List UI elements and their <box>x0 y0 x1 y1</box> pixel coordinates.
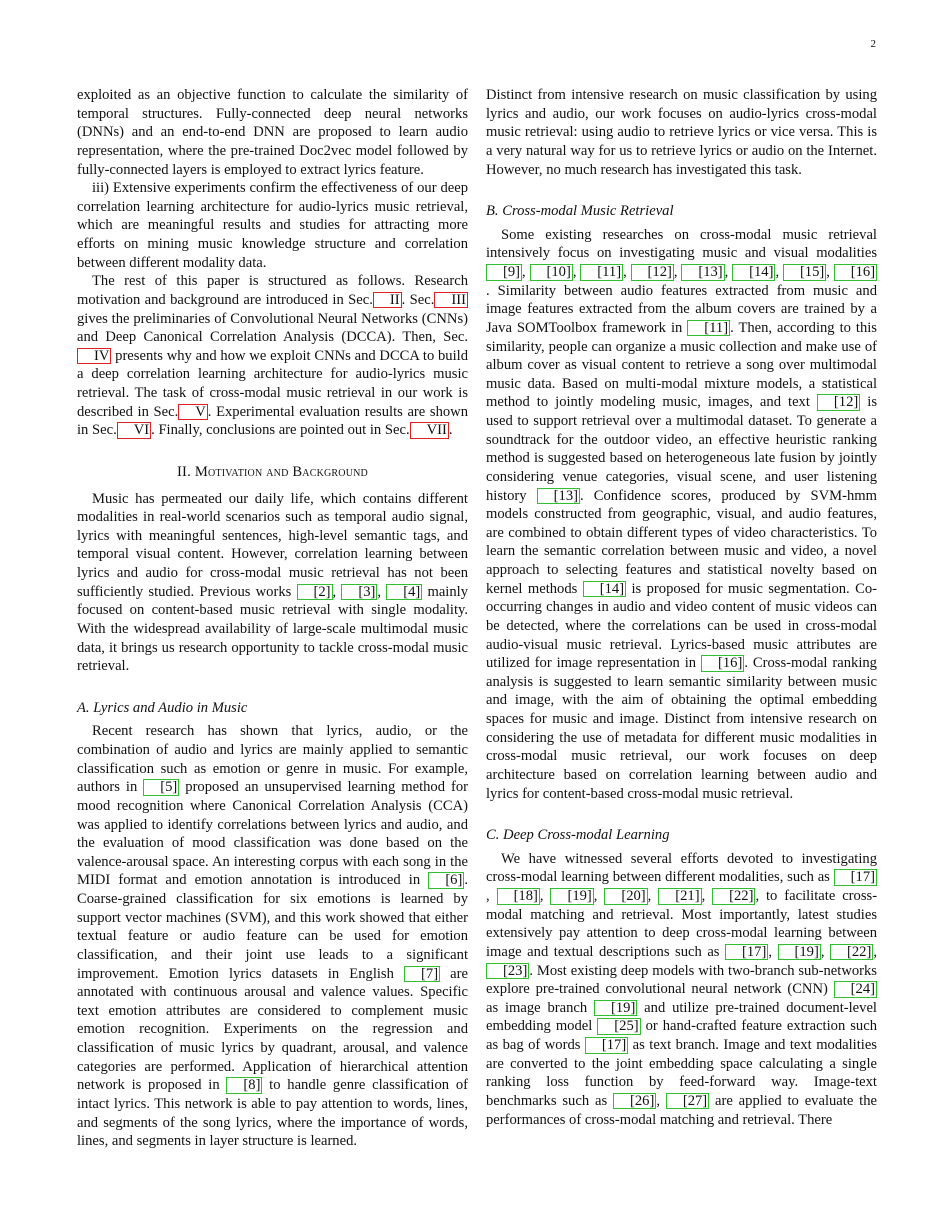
citation-link[interactable]: [15] <box>783 264 826 281</box>
paragraph: The rest of this paper is structured as follows. Research motivation and background are introduced in Sec. II . Sec. III gives the preliminaries of Convolutional Neural Networks (CNNs) and Deep Canonical Correlation Analysis (DCCA). Then, Sec.IV presents why and how we exploit CNNs and DCCA to build a deep correlation learning architecture for audio-lyrics music retrieval. The task of cross-modal music retrieval in our work is described in Sec. V . Experimental evaluation results are shown in Sec. VI . Finally, conclusions are pointed out in Sec. VII . <box>77 273 468 439</box>
subsection-heading: B. Cross-modal Music Retrieval <box>486 203 674 220</box>
section-link[interactable]: IV <box>77 348 111 365</box>
citation-link[interactable]: [13] <box>681 264 724 281</box>
citation-link[interactable]: [18] <box>497 888 540 905</box>
citation-link[interactable]: [10] <box>530 264 573 281</box>
citation-link[interactable]: [24] <box>834 981 877 998</box>
citation-link[interactable]: [22] <box>830 944 873 961</box>
paragraph: Recent research has shown that lyrics, audio, or the combination of audio and lyrics are mainly applied to semantic classification such as emotion or genre in music. For example, authors in [5] proposed an unsupervised learning method for mood recognition where Canonical Correlation Analysis (CCA) was applied to identify correlations between lyrics and audio, and the evaluation of mood classification was done based on the valence-arousal space. An interesting corpus with each song in the MIDI format and emotion annotation is introduced in [6] . Coarse-grained classification for six emotions is learned by support vector machines (SVM), and this work showed that either textual feature or audio feature can be used for emotion classification, and their joint use leads to a significant improvement. Emotion lyrics datasets in English [7] are annotated with continuous arousal and valence values. Specific text emotion attributes are considered to complement music emotion recognition. Experiments on the regression and classification of music lyrics by quadrant, arousal, and valence categories are performed. Application of hierarchical attention network is proposed in [8] to handle genre classification of intact lyrics. This network is able to pay attention to words, lines, and segments of the song lyrics, where the importance of words, lines, and segments in layer structure is learned. <box>77 723 468 1150</box>
citation-link[interactable]: [6] <box>428 872 464 889</box>
paragraph: Some existing researches on cross-modal music retrieval intensively focus on investigating music and visual modalities [9] , [10] , [11] , [12] , [13] , [14] , [15] , [16]. Similarity between audio features extracted from music and image features extracted from the album covers are trained by a Java SOMToolbox framework in [11] . Then, according to this similarity, people can organize a music collection and make use of album cover as visual content to retrieve a song over multimodal music data. Based on multi-modal mixture models, a statistical method to jointly modeling music, images, and text [12] is used to support retrieval over a multimodal dataset. To generate a soundtrack for the outdoor video, an effective heuristic ranking method is suggested based on heterogeneous late fusion by jointly considering venue categories, visual scene, and user listening history [13] . Confidence scores, produced by SVM-hmm models constructed from geographic, visual, and audio features, are combined to obtain different types of video characteristics. To learn the semantic correlation between music and video, a novel approach to selecting features and statistical novelty based on kernel methods [14] is proposed for music segmentation. Co-occurring changes in audio and video content of music videos can be detected, where the correlations can be used in cross-modal audio-visual music retrieval. Lyrics-based music attributes are utilized for image representation in [16] . Cross-modal ranking analysis is suggested to learn semantic similarity between music and image, with the aim of obtaining the optimal embedding spaces for music and image. Distinct from intensive research on considering the use of metadata for different music modalities in cross-modal music retrieval, our work focuses on deep architecture based on correlation learning between audio and lyrics for content-based cross-modal music retrieval. <box>486 226 878 802</box>
citation-link[interactable]: [23] <box>486 963 529 980</box>
section-link[interactable]: VII <box>410 422 449 439</box>
citation-link[interactable]: [11] <box>687 320 730 337</box>
citation-link[interactable]: [7] <box>404 966 440 983</box>
citation-link[interactable]: [16] <box>701 655 744 672</box>
citation-link[interactable]: [17] <box>585 1037 628 1054</box>
section-heading: II. Motivation and Background <box>177 463 368 480</box>
citation-link[interactable]: [27] <box>666 1093 709 1110</box>
citation-link[interactable]: [17] <box>725 944 768 961</box>
citation-link[interactable]: [19] <box>594 1000 637 1017</box>
citation-link[interactable]: [12] <box>631 264 674 281</box>
left-column <box>77 86 468 1151</box>
citation-link[interactable]: [5] <box>143 779 179 796</box>
right-column <box>486 86 877 1129</box>
citation-link[interactable]: [25] <box>597 1018 640 1035</box>
subsection-heading: C. Deep Cross-modal Learning <box>486 827 670 844</box>
paragraph: Distinct from intensive research on music classification by using lyrics and audio, our work focuses on audio-lyrics cross-modal music retrieval: using audio to retrieve lyrics or vice versa. This is a very natural way for us to retrieve lyrics or audio on the Internet. However, no much research has investigated this task. <box>486 87 877 178</box>
citation-link[interactable]: [26] <box>613 1093 656 1110</box>
citation-link[interactable]: [2] <box>297 584 333 601</box>
paragraph: iii) Extensive experiments confirm the effectiveness of our deep correlation learning architecture for audio-lyrics music retrieval, which are meaningful results and studies for attracting more efforts on mining music knowledge structure and correlation between different modality data. <box>77 180 468 271</box>
citation-link[interactable]: [9] <box>486 264 522 281</box>
section-link[interactable]: VI <box>117 422 151 439</box>
citation-link[interactable]: [19] <box>550 888 593 905</box>
section-link[interactable]: II <box>373 292 402 309</box>
paragraph: Music has permeated our daily life, which contains different modalities in real-world scenarios such as temporal audio signal, lyrics with meaningful sentences, high-level semantic tags, and temporal visual content. However, correlation learning between lyrics and audio for cross-modal music retrieval has not been sufficiently studied. Previous works [2] , [3] , [4] mainly focused on content-based music retrieval with single modality. With the widespread availability of large-scale multimodal music data, it brings us research opportunity to tackle cross-modal music retrieval. <box>77 490 468 675</box>
citation-link[interactable]: [16] <box>834 264 877 281</box>
citation-link[interactable]: [14] <box>583 581 626 598</box>
citation-link[interactable]: [4] <box>386 584 422 601</box>
section-link[interactable]: III <box>434 292 468 309</box>
citation-link[interactable]: [11] <box>580 264 623 281</box>
citation-link[interactable]: [14] <box>732 264 775 281</box>
page-number: 2 <box>870 38 876 50</box>
citation-link[interactable]: [17] <box>834 869 877 886</box>
citation-link[interactable]: [13] <box>537 488 580 505</box>
citation-link[interactable]: [22] <box>712 888 755 905</box>
paragraph: We have witnessed several efforts devoted to investigating cross-modal learning between different modalities, such as [17], [18] , [19] , [20] , [21] , [22] , to facilitate cross-modal matching and retrieval. Most importantly, latest studies extensively pay attention to deep cross-modal learning between image and textual descriptions such as [17] , [19] , [22] , [23] . Most existing deep models with two-branch sub-networks explore pre-trained convolutional neural network (CNN) [24] as image branch [19] and utilize pre-trained document-level embedding model [25] or hand-crafted feature extraction such as bag of words [17] as text branch. Image and text modalities are converted to the joint embedding space calculating a single ranking loss function by feed-forward way. Image-text benchmarks such as [26] , [27] are applied to evaluate the performances of cross-modal matching and retrieval. There <box>486 850 878 1128</box>
citation-link[interactable]: [8] <box>226 1077 262 1094</box>
citation-link[interactable]: [19] <box>778 944 821 961</box>
paragraph: exploited as an objective function to calculate the similarity of temporal structures. Fully-connected deep neural networks (DNNs) and an end-to-end DNN are proposed to learn audio representation, where the pre-trained Doc2vec model followed by fully-connected layers is employed to extract lyrics feature. <box>77 87 468 178</box>
citation-link[interactable]: [3] <box>341 584 377 601</box>
citation-link[interactable]: [21] <box>658 888 701 905</box>
subsection-heading: A. Lyrics and Audio in Music <box>77 699 248 716</box>
citation-link[interactable]: [20] <box>604 888 647 905</box>
citation-link[interactable]: [12] <box>817 394 860 411</box>
section-link[interactable]: V <box>178 404 208 421</box>
